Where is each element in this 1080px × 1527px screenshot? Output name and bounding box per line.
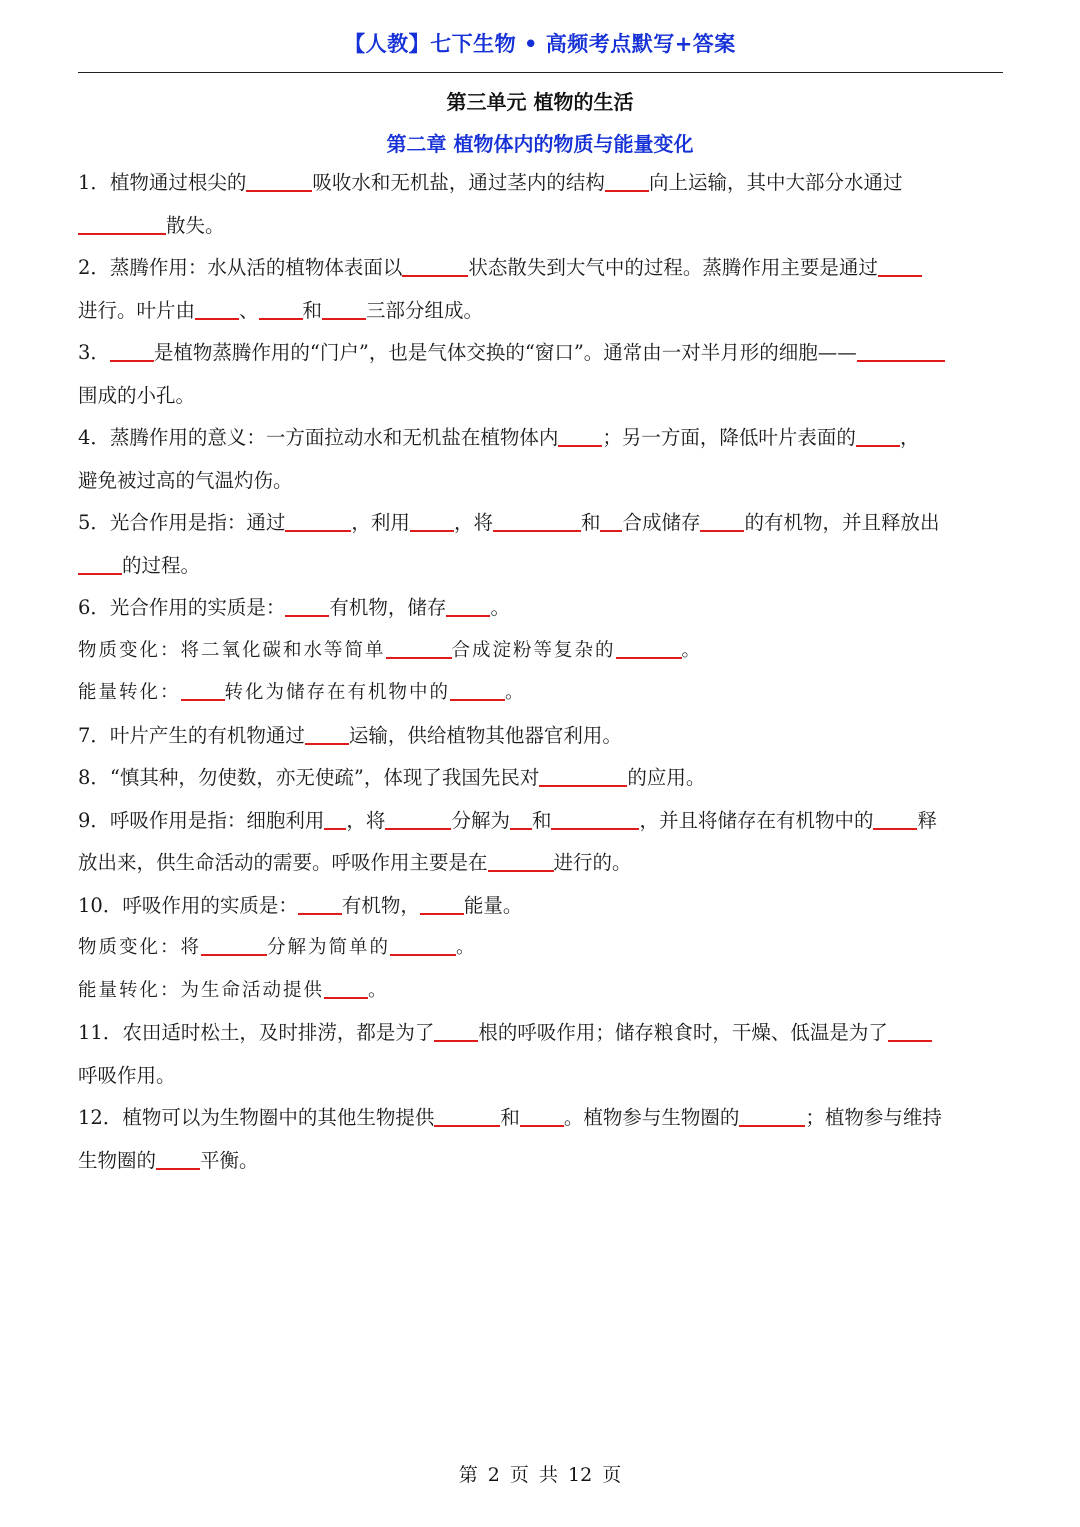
- fill-in-blank[interactable]: [873, 806, 917, 830]
- fill-in-blank[interactable]: [450, 677, 505, 701]
- question-text: 的过程。: [122, 553, 201, 577]
- question-text: 进行的。: [553, 851, 632, 874]
- question-text: ；另一方面，降低叶片表面的: [602, 426, 856, 449]
- question-line-q11-b: [78, 1055, 1004, 1098]
- question-line-q9-a: [78, 800, 1004, 843]
- question-text: 2．蒸腾作用：水从活的植物体表面以: [78, 256, 403, 279]
- question-text: 放出来，供生命活动的需要。呼吸作用主要是在: [78, 851, 488, 874]
- question-text: 散失。: [166, 213, 225, 237]
- question-text: 能量转化：为生命活动提供: [78, 979, 325, 1001]
- fill-in-blank[interactable]: [539, 763, 627, 787]
- fill-in-blank[interactable]: [488, 848, 554, 872]
- question-text: 的有机物，并且释放出: [744, 511, 940, 534]
- fill-in-blank[interactable]: [195, 296, 239, 320]
- chapter-title: 第二章 植物体内的物质与能量变化: [386, 132, 694, 156]
- fill-in-blank[interactable]: [156, 1146, 200, 1170]
- fill-in-blank[interactable]: [259, 296, 303, 320]
- fill-in-blank[interactable]: [110, 338, 154, 362]
- fill-in-blank[interactable]: [305, 721, 349, 745]
- question-text: 合成淀粉等复杂的: [451, 639, 616, 661]
- question-line-q1-b: [78, 205, 1004, 248]
- fill-in-blank[interactable]: [181, 677, 225, 701]
- question-text: ，: [899, 426, 920, 449]
- question-line-q10-c: [78, 970, 1004, 1013]
- fill-in-blank[interactable]: [558, 423, 602, 447]
- fill-in-blank[interactable]: [420, 891, 464, 915]
- question-text: 。: [681, 639, 703, 661]
- question-text: 。: [505, 682, 526, 703]
- question-list: [78, 162, 1004, 1182]
- question-text: 、: [239, 298, 259, 322]
- question-text: 5．光合作用是指：通过: [78, 511, 286, 534]
- question-text: 11．农田适时松土，及时排涝，都是为了: [78, 1021, 435, 1044]
- fill-in-blank[interactable]: [446, 593, 490, 617]
- question-line-q9-b: [78, 842, 1004, 885]
- fill-in-blank[interactable]: [246, 168, 312, 192]
- question-text: 运输，供给植物其他器官利用。: [348, 723, 622, 747]
- question-line-q8: [78, 757, 1004, 800]
- question-text: 生物圈的: [78, 1148, 157, 1172]
- question-line-q6-c: [78, 672, 1004, 715]
- question-text: 物质变化：将二氧化碳和水等简单: [78, 639, 386, 661]
- question-text: 。: [368, 979, 389, 1001]
- question-text: 是植物蒸腾作用的“门户”，也是气体交换的“窗口”。通常由一对半月形的细胞——: [153, 341, 857, 364]
- question-text: 9．呼吸作用是指：细胞利用: [78, 808, 325, 832]
- fill-in-blank[interactable]: [434, 1103, 500, 1127]
- page-number: 第 2 页 共 12 页: [458, 1464, 622, 1486]
- question-text: 有机物，储存: [329, 596, 447, 619]
- question-text: 向上运输，其中大部分水通过: [648, 171, 903, 194]
- question-text: ，将: [453, 511, 493, 534]
- question-line-q7: [78, 715, 1004, 758]
- fill-in-blank[interactable]: [410, 508, 454, 532]
- question-line-q12-b: [78, 1140, 1004, 1183]
- question-text: 围成的小孔。: [78, 383, 196, 407]
- fill-in-blank[interactable]: [285, 593, 329, 617]
- question-text: 状态散失到大气中的过程。蒸腾作用主要是通过: [468, 256, 878, 279]
- fill-in-blank[interactable]: [324, 975, 368, 999]
- fill-in-blank[interactable]: [434, 1018, 478, 1042]
- question-text: 物质变化：将: [78, 937, 202, 958]
- fill-in-blank[interactable]: [857, 338, 945, 362]
- fill-in-blank[interactable]: [520, 1103, 564, 1127]
- fill-in-blank[interactable]: [78, 211, 166, 235]
- question-line-q4-b: [78, 460, 1004, 503]
- question-text: 能量转化：: [78, 682, 181, 703]
- question-text: 和: [500, 1106, 520, 1129]
- question-text: 。: [490, 596, 510, 619]
- question-text: 三部分组成。: [366, 298, 484, 322]
- fill-in-blank[interactable]: [600, 508, 622, 532]
- fill-in-blank[interactable]: [551, 806, 639, 830]
- question-text: 根的呼吸作用；储存粮食时，干燥、低温是为了: [478, 1021, 888, 1044]
- question-text: 和: [531, 808, 552, 832]
- question-line-q2-a: [78, 247, 1004, 290]
- question-line-q4-a: [78, 417, 1004, 460]
- question-line-q5-b: [78, 545, 1004, 588]
- question-text: 吸收水和无机盐，通过茎内的结构: [312, 171, 605, 194]
- fill-in-blank[interactable]: [298, 891, 342, 915]
- fill-in-blank[interactable]: [616, 635, 682, 659]
- unit-title: 第三单元 植物的生活: [446, 90, 634, 114]
- question-text: 12．植物可以为生物圈中的其他生物提供: [78, 1106, 435, 1129]
- question-line-q6-a: [78, 587, 1004, 630]
- question-text: 4．蒸腾作用的意义：一方面拉动水和无机盐在植物体内: [78, 426, 559, 449]
- fill-in-blank[interactable]: [493, 508, 581, 532]
- header-divider: [78, 72, 1003, 73]
- question-text: 分解为: [451, 808, 510, 832]
- question-text: ，并且将储存在有机物中的: [639, 808, 874, 832]
- question-line-q3-b: [78, 375, 1004, 418]
- question-text: ；植物参与维持: [805, 1106, 942, 1129]
- question-line-q2-b: [78, 290, 1004, 333]
- question-line-q5-a: [78, 502, 1004, 545]
- question-text: ，利用: [351, 511, 410, 534]
- question-text: 7．叶片产生的有机物通过: [78, 723, 305, 747]
- question-text: 10．呼吸作用的实质是：: [78, 893, 298, 917]
- document-header: 【人教】七下生物 • 高频考点默写+答案: [344, 32, 736, 56]
- fill-in-blank[interactable]: [605, 168, 649, 192]
- question-text: 转化为储存在有机物中的: [224, 682, 451, 703]
- question-line-q12-a: [78, 1097, 1004, 1140]
- question-line-q10-a: [78, 885, 1004, 928]
- question-text: ，将: [346, 808, 386, 832]
- question-text: 呼吸作用。: [78, 1063, 176, 1087]
- fill-in-blank[interactable]: [386, 635, 452, 659]
- question-text: 。植物参与生物圈的: [563, 1106, 740, 1129]
- question-text: 8．“慎其种，勿使数，亦无使疏”，体现了我国先民对: [78, 766, 540, 789]
- question-line-q3-a: [78, 332, 1004, 375]
- fill-in-blank[interactable]: [322, 296, 366, 320]
- question-text: 的应用。: [627, 766, 706, 789]
- fill-in-blank[interactable]: [700, 508, 744, 532]
- question-line-q11-a: [78, 1012, 1004, 1055]
- question-text: 1．植物通过根尖的: [78, 171, 247, 194]
- question-text: 合成储存: [622, 511, 701, 534]
- question-line-q1-a: [78, 162, 1004, 205]
- fill-in-blank[interactable]: [390, 932, 456, 956]
- fill-in-blank[interactable]: [739, 1103, 805, 1127]
- fill-in-blank[interactable]: [78, 551, 122, 575]
- question-text: 能量。: [463, 893, 523, 917]
- fill-in-blank[interactable]: [385, 806, 451, 830]
- fill-in-blank[interactable]: [856, 423, 900, 447]
- question-text: 平衡。: [200, 1148, 259, 1172]
- question-text: 分解为简单的: [267, 937, 391, 958]
- fill-in-blank[interactable]: [878, 253, 922, 277]
- question-text: 避免被过高的气温灼伤。: [78, 468, 293, 492]
- question-line-q6-b: [78, 630, 1004, 673]
- question-text: 。: [456, 937, 477, 958]
- question-text: 3．: [78, 341, 110, 364]
- fill-in-blank[interactable]: [402, 253, 468, 277]
- question-text: 和: [580, 511, 601, 534]
- question-text: 释: [917, 808, 937, 832]
- fill-in-blank[interactable]: [285, 508, 351, 532]
- question-line-q10-b: [78, 927, 1004, 970]
- question-text: 有机物，: [341, 893, 420, 917]
- fill-in-blank[interactable]: [888, 1018, 932, 1042]
- fill-in-blank[interactable]: [510, 806, 532, 830]
- question-text: 和: [302, 298, 323, 322]
- fill-in-blank[interactable]: [201, 932, 267, 956]
- fill-in-blank[interactable]: [324, 806, 346, 830]
- question-text: 6．光合作用的实质是：: [78, 596, 286, 619]
- question-text: 进行。叶片由: [78, 298, 196, 322]
